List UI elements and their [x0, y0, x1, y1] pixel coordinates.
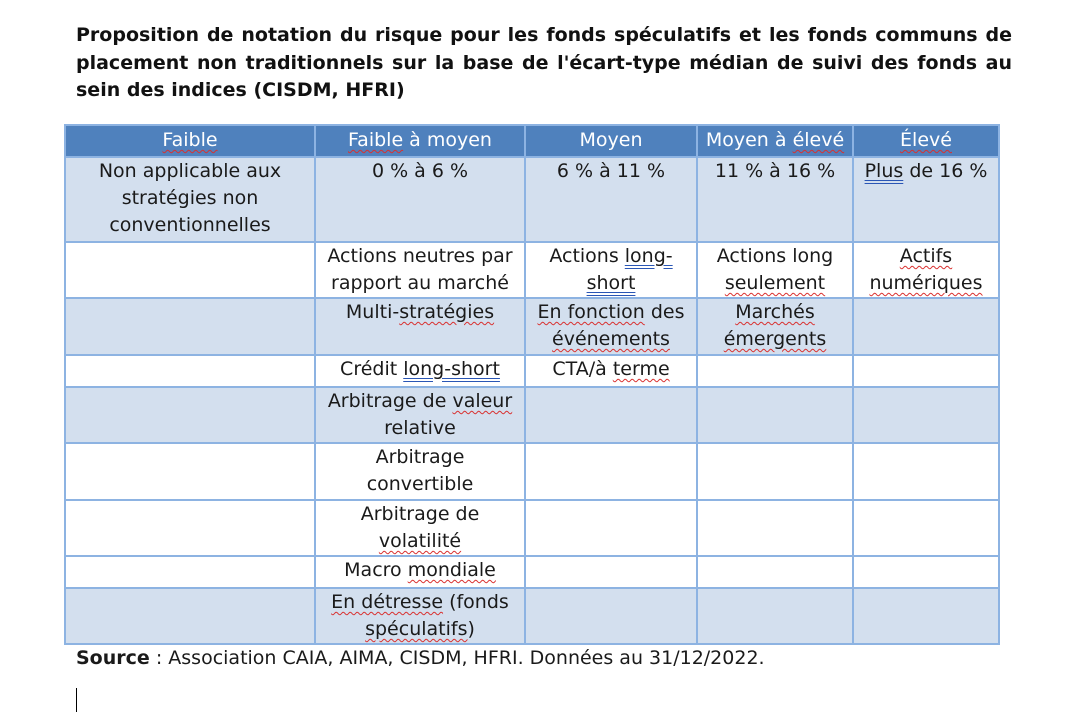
table-cell	[853, 443, 999, 500]
table-cell	[65, 298, 315, 355]
table-cell: Multi-stratégies	[315, 298, 525, 355]
table-cell	[65, 242, 315, 298]
table-cell	[65, 387, 315, 443]
table-cell: Arbitrage de valeur relative	[315, 387, 525, 443]
table-cell: Plus de 16 %	[853, 157, 999, 242]
header-faible: Faible	[65, 125, 315, 157]
table-cell	[853, 500, 999, 556]
table-cell	[525, 443, 697, 500]
risk-rating-table	[64, 124, 1000, 645]
table-cell	[853, 556, 999, 588]
table-cell	[853, 588, 999, 644]
header-eleve: Élevé	[853, 125, 999, 157]
header-faible-a-moyen: Faible à moyen	[315, 125, 525, 157]
table-cell	[697, 588, 853, 644]
table-cell: Actifs numériques	[853, 242, 999, 298]
table-row	[65, 355, 999, 387]
table-cell	[697, 355, 853, 387]
table-cell: Crédit long-short	[315, 355, 525, 387]
source-note	[76, 644, 765, 672]
table-cell	[65, 588, 315, 644]
table-cell	[525, 387, 697, 443]
table-cell: Arbitrage de volatilité	[315, 500, 525, 556]
table-cell: 6 % à 11 %	[525, 157, 697, 242]
table-row	[65, 588, 999, 644]
table-cell: Actions long-short	[525, 242, 697, 298]
table-cell: CTA/à terme	[525, 355, 697, 387]
table-cell	[697, 556, 853, 588]
table-header-row	[65, 125, 999, 157]
table-cell	[65, 556, 315, 588]
table-cell: 11 % à 16 %	[697, 157, 853, 242]
table-cell: En détresse (fonds spéculatifs)	[315, 588, 525, 644]
table-cell: 0 % à 6 %	[315, 157, 525, 242]
table-cell	[525, 588, 697, 644]
text-cursor	[76, 688, 77, 712]
source-text: : Association CAIA, AIMA, CISDM, HFRI. Données au 31/12/2022.	[149, 647, 765, 669]
table-cell	[853, 298, 999, 355]
table-cell: Actions neutres par rapport au marché	[315, 242, 525, 298]
table-cell: Marchés émergents	[697, 298, 853, 355]
table-row	[65, 556, 999, 588]
table-cell	[65, 443, 315, 500]
table-row	[65, 242, 999, 298]
header-moyen: Moyen	[525, 125, 697, 157]
table-cell	[65, 355, 315, 387]
table-row	[65, 298, 999, 355]
table-cell	[525, 500, 697, 556]
table-row	[65, 500, 999, 556]
table-row	[65, 157, 999, 242]
table-row	[65, 387, 999, 443]
table-cell	[853, 387, 999, 443]
table-cell	[697, 500, 853, 556]
table-cell	[853, 355, 999, 387]
table-cell: Non applicable aux stratégies non conventionnelles	[65, 157, 315, 242]
table-cell: Arbitrage convertible	[315, 443, 525, 500]
table-cell	[525, 556, 697, 588]
table-cell	[697, 443, 853, 500]
table-cell: Actions long seulement	[697, 242, 853, 298]
source-label: Source	[76, 647, 150, 669]
table-cell	[697, 387, 853, 443]
table-cell	[65, 500, 315, 556]
table-cell: Macro mondiale	[315, 556, 525, 588]
document-title: Proposition de notation du risque pour les fonds spéculatifs et les fonds communs de placement non traditionnels sur la base de l'écart-type médian de suivi des fonds au sein des indices (CISDM, HFRI)	[76, 24, 1012, 101]
table-row	[65, 443, 999, 500]
header-moyen-a-eleve: Moyen à élevé	[697, 125, 853, 157]
table-cell: En fonction des événements	[525, 298, 697, 355]
